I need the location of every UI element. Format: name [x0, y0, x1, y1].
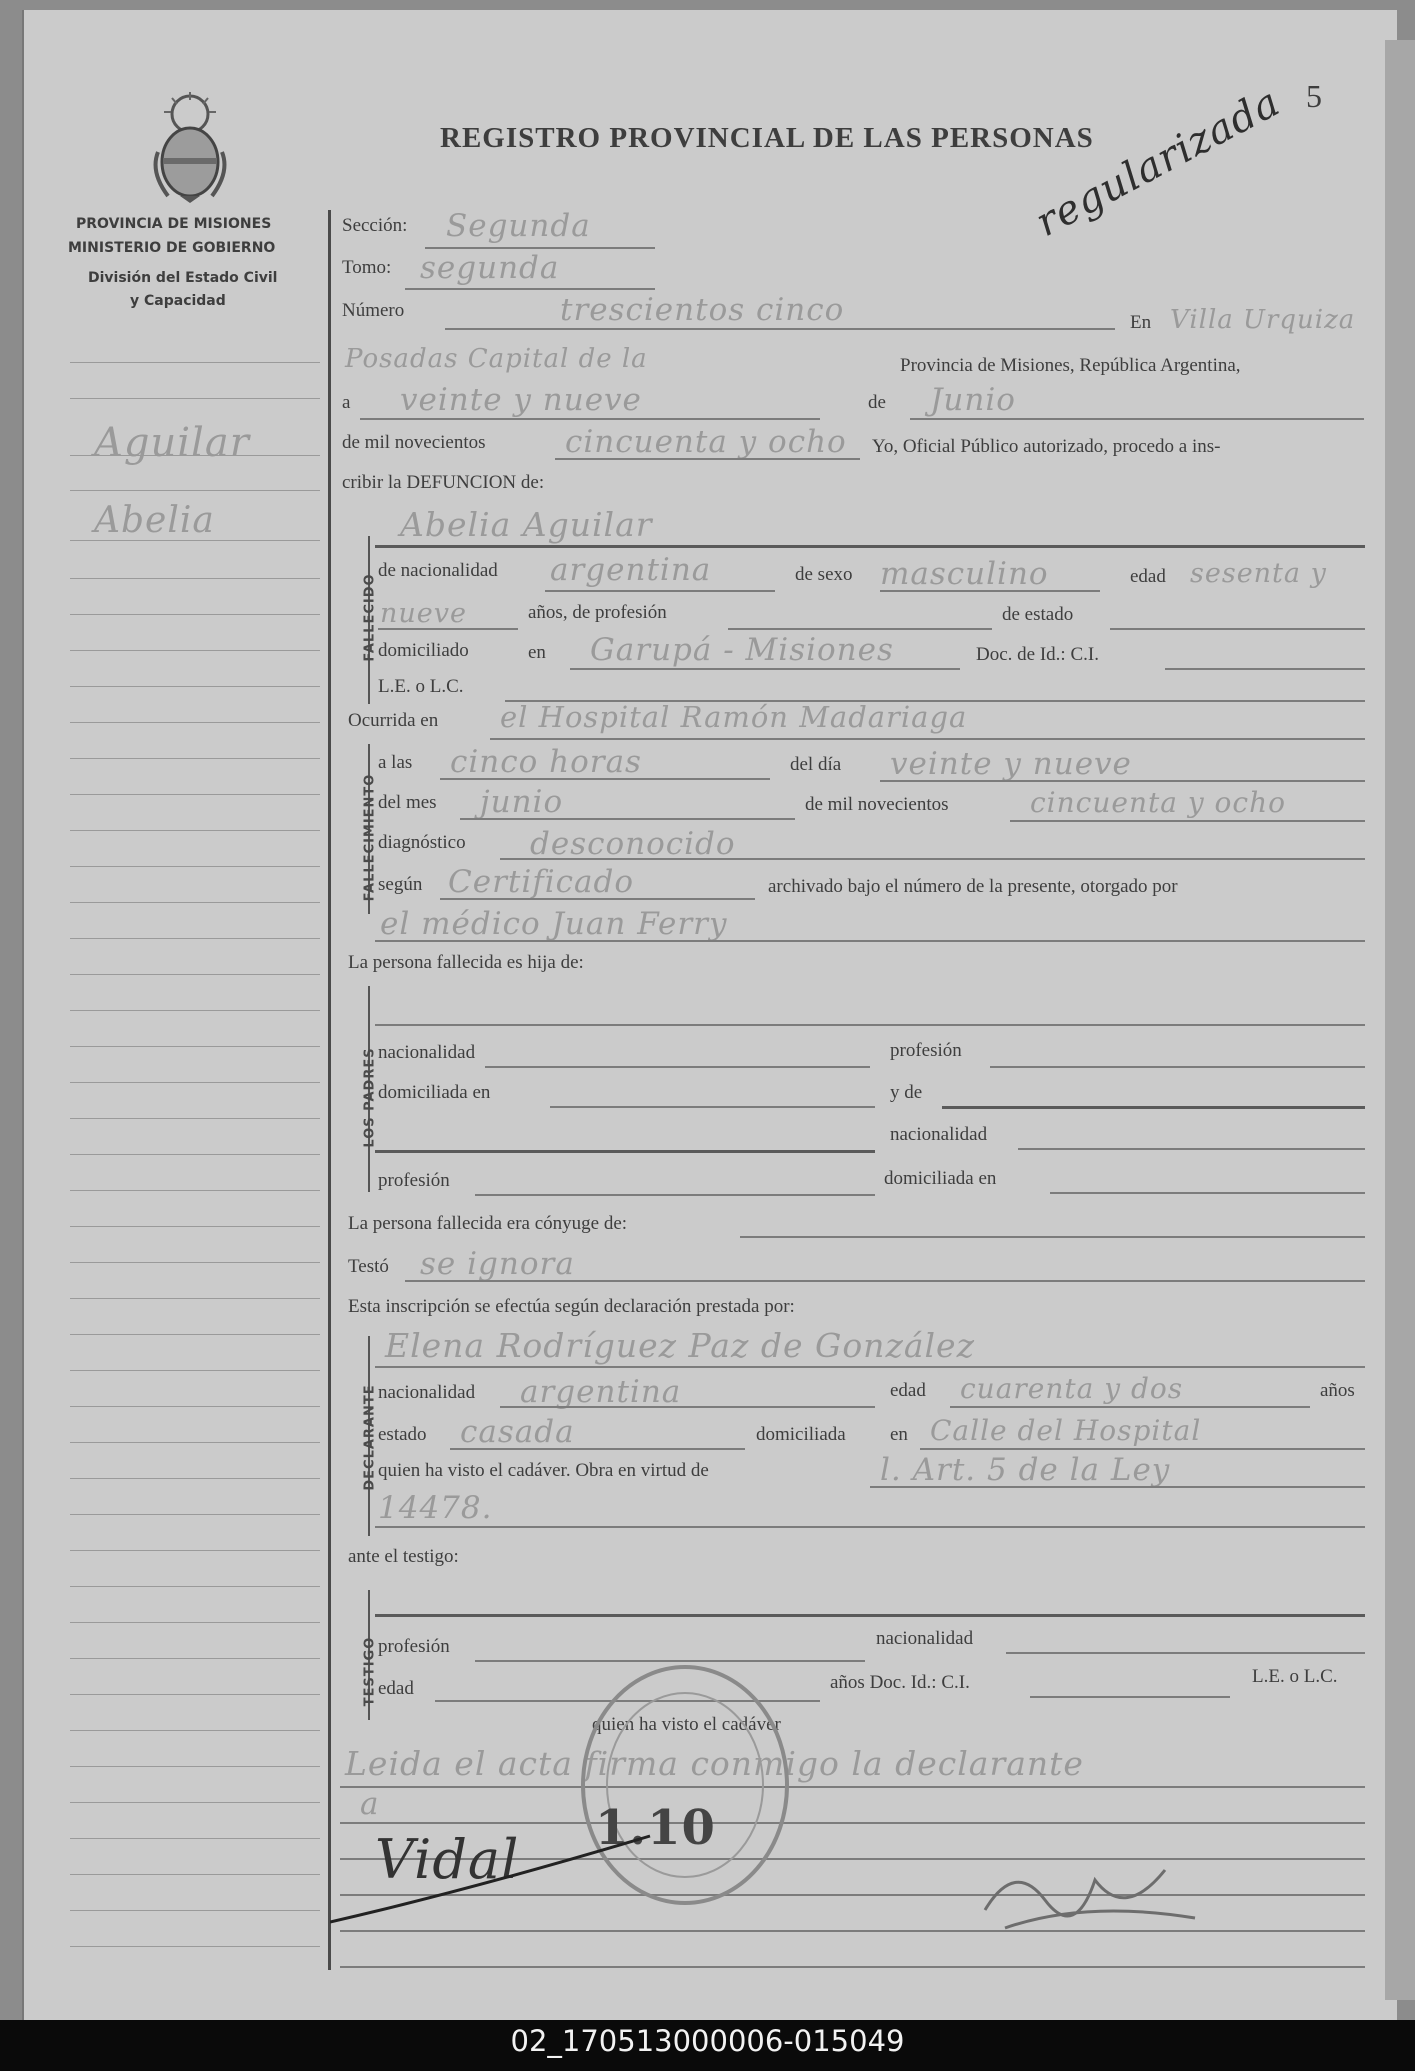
edad-label: edad — [1130, 566, 1166, 587]
margin-rule — [70, 490, 320, 491]
margin-rule — [70, 830, 320, 831]
margin-rule — [70, 1010, 320, 1011]
a-las-label: a las — [378, 752, 413, 773]
edad-value-2: nueve — [380, 598, 467, 629]
margin-rule — [70, 1190, 320, 1191]
mil-novecientos-label: de mil novecientos — [342, 432, 486, 453]
declarante-en-label: en — [890, 1424, 908, 1445]
hora-value: cinco horas — [450, 744, 642, 780]
margin-rule — [70, 1370, 320, 1371]
declarante-estado-label: estado — [378, 1424, 427, 1445]
padres-nacionalidad-label: nacionalidad — [378, 1042, 476, 1063]
anio-value: cincuenta y ocho — [565, 424, 847, 460]
field-line — [378, 628, 518, 630]
cadaver-virtud-label: quien ha visto el cadáver. Obra en virtud de — [378, 1460, 709, 1481]
field-line — [990, 1066, 1365, 1068]
field-line — [920, 1448, 1365, 1450]
margin-rule — [70, 1658, 320, 1659]
testigo-cadaver-label: quien ha visto el cadáver — [592, 1714, 781, 1735]
margin-rule — [70, 938, 320, 939]
field-line — [570, 668, 960, 670]
domiciliado-label: domiciliado — [378, 640, 469, 661]
field-line — [1030, 1696, 1230, 1698]
testigo-le-label: L.E. o L.C. — [1252, 1666, 1338, 1687]
field-line — [550, 1106, 875, 1108]
margin-rule — [70, 1298, 320, 1299]
field-line — [340, 1786, 1365, 1788]
virtud-value: l. Art. 5 de la Ley — [880, 1452, 1171, 1488]
field-line — [340, 1966, 1365, 1968]
field-line — [375, 1366, 1365, 1368]
field-line — [460, 818, 795, 820]
padres-domiciliada-label: domiciliada en — [378, 1082, 491, 1103]
margin-rule — [70, 362, 320, 363]
tomo-label: Tomo: — [342, 257, 392, 278]
fallecimiento-dia-value: veinte y nueve — [890, 746, 1132, 782]
margin-divider — [328, 210, 331, 1970]
footer-id: 02_170513000006-015049 — [510, 2024, 905, 2058]
declarante-nombre: Elena Rodríguez Paz de González — [385, 1326, 975, 1365]
margin-rule — [70, 902, 320, 903]
padres-domiciliada2-label: domiciliada en — [884, 1168, 997, 1189]
field-line — [740, 1236, 1365, 1238]
field-line — [440, 778, 770, 780]
tomo-value: segunda — [420, 250, 560, 286]
margin-rule — [70, 614, 320, 615]
margin-rule — [70, 1766, 320, 1767]
padres-nacionalidad2-label: nacionalidad — [890, 1124, 988, 1145]
field-line — [445, 328, 1115, 330]
fallecido-nombre: Abelia Aguilar — [400, 505, 653, 544]
margin-rule — [70, 1514, 320, 1515]
margin-rule — [70, 1730, 320, 1731]
margin-rule — [70, 1334, 320, 1335]
testigo-edad-label: edad — [378, 1678, 414, 1699]
margin-rule — [70, 1838, 320, 1839]
segun-value: Certificado — [448, 864, 634, 900]
stamp-value: 1.10 — [595, 1800, 716, 1856]
fallecimiento-mil-label: de mil novecientos — [805, 794, 949, 815]
margin-rule — [70, 1802, 320, 1803]
oficial-text: Yo, Oficial Público autorizado, procedo a ins- — [872, 436, 1221, 457]
signature-left: Vidal — [375, 1828, 520, 1891]
field-line — [500, 1406, 875, 1408]
diagnostico-value: desconocido — [530, 826, 736, 862]
margin-rule — [70, 1442, 320, 1443]
declarante-edad-value: cuarenta y dos — [960, 1372, 1184, 1405]
page-number: 5 — [1306, 78, 1322, 114]
anios-profesion-label: años, de profesión — [528, 602, 667, 623]
provincia-text: Provincia de Misiones, República Argentina, — [900, 355, 1241, 376]
margin-rule — [70, 974, 320, 975]
field-line — [440, 898, 755, 900]
testigo-anios-doc-label: años Doc. Id.: C.I. — [830, 1672, 970, 1693]
coat-of-arms-icon — [150, 92, 230, 204]
margin-rule — [70, 1118, 320, 1119]
field-line — [950, 1406, 1310, 1408]
field-line — [475, 1194, 875, 1196]
regularizada-stamp: regularizada — [1028, 79, 1288, 246]
padres-profesion-label: profesión — [890, 1040, 962, 1061]
field-line — [360, 418, 820, 420]
margin-rule — [70, 1694, 320, 1695]
ocurrida-value: el Hospital Ramón Madariaga — [500, 700, 968, 734]
del-dia-label: del día — [790, 754, 842, 775]
margin-rule — [70, 1622, 320, 1623]
margin-surname: Aguilar — [94, 420, 250, 466]
archivado-text: archivado bajo el número de la presente, otorgado por — [768, 876, 1178, 897]
numero-label: Número — [342, 300, 405, 321]
domiciliado-en-label: en — [528, 642, 546, 663]
margin-rule — [70, 650, 320, 651]
inscribir-text: cribir la DEFUNCION de: — [342, 472, 545, 493]
estado-label: de estado — [1002, 604, 1074, 625]
sexo-value: masculino — [880, 556, 1049, 592]
header-division: División del Estado Civil — [88, 270, 278, 286]
field-line — [870, 1486, 1365, 1488]
inscripcion-text: Esta inscripción se efectúa según declaración prestada por: — [348, 1296, 795, 1317]
margin-rule — [70, 686, 320, 687]
margin-given-name: Abelia — [94, 500, 215, 541]
en-label: En — [1130, 312, 1152, 333]
location-value: Posadas Capital de la — [345, 344, 648, 374]
field-line — [1050, 1192, 1365, 1194]
mes-value: Junio — [930, 382, 1016, 418]
seccion-label: Sección: — [342, 215, 408, 236]
closing-note-2: a — [360, 1786, 380, 1822]
fallecimiento-anio-value: cincuenta y ocho — [1030, 786, 1286, 819]
field-line — [375, 1614, 1365, 1617]
testigo-profesion-label: profesión — [378, 1636, 450, 1657]
margin-rule — [70, 1046, 320, 1047]
segun-label: según — [378, 874, 423, 895]
field-line — [910, 418, 1364, 420]
hija-de-text: La persona fallecida es hija de: — [348, 952, 584, 973]
margin-rule — [70, 1874, 320, 1875]
field-line — [425, 247, 655, 249]
field-line — [485, 1066, 870, 1068]
declarante-domiciliada-label: domiciliada — [756, 1424, 846, 1445]
margin-rule — [70, 866, 320, 867]
margin-rule — [70, 758, 320, 759]
sexo-label: de sexo — [795, 564, 853, 585]
del-mes-label: del mes — [378, 792, 437, 813]
y-de-label: y de — [890, 1082, 923, 1103]
testo-value: se ignora — [420, 1246, 575, 1282]
margin-rule — [70, 1082, 320, 1083]
fallecido-side-label: FALLECIDO — [362, 573, 378, 662]
field-line — [450, 1448, 745, 1450]
le-label: L.E. o L.C. — [378, 676, 464, 697]
declarante-edad-label: edad — [890, 1380, 926, 1401]
a-label: a — [342, 392, 351, 413]
declarante-domicilio-value: Calle del Hospital — [930, 1414, 1202, 1447]
field-line — [1006, 1652, 1365, 1654]
testigo-nacionalidad-label: nacionalidad — [876, 1628, 974, 1649]
document-title: REGISTRO PROVINCIAL DE LAS PERSONAS — [440, 122, 1094, 154]
field-line — [880, 780, 1365, 782]
testigo-intro: ante el testigo: — [348, 1546, 459, 1567]
margin-rule — [70, 794, 320, 795]
ocurrida-label: Ocurrida en — [348, 710, 439, 731]
field-line — [555, 458, 860, 460]
ley-value: 14478. — [378, 1490, 493, 1526]
fallecido-nacionalidad-label: de nacionalidad — [378, 560, 498, 581]
field-line — [880, 590, 1100, 592]
margin-rule — [70, 1946, 320, 1947]
field-line — [490, 738, 1365, 740]
header-ministry: MINISTERIO DE GOBIERNO — [68, 240, 276, 256]
field-line — [1110, 628, 1365, 630]
field-line — [1018, 1148, 1365, 1150]
conyuge-label: La persona fallecida era cónyuge de: — [348, 1213, 628, 1234]
field-line — [405, 1280, 1365, 1282]
field-line — [375, 545, 1365, 548]
doc-label: Doc. de Id.: C.I. — [976, 644, 1099, 665]
margin-rule — [70, 1406, 320, 1407]
padres-profesion2-label: profesión — [378, 1170, 450, 1191]
fallecimiento-mes-value: junio — [480, 784, 564, 820]
margin-rule — [70, 398, 320, 399]
margin-rule — [70, 1478, 320, 1479]
field-line — [500, 858, 1365, 860]
testo-label: Testó — [348, 1256, 389, 1277]
declarante-nacionalidad-value: argentina — [520, 1374, 682, 1410]
declarante-anios-label: años — [1320, 1380, 1355, 1401]
diagnostico-label: diagnóstico — [378, 832, 466, 853]
signature-stroke-icon — [330, 1830, 660, 1930]
seccion-value: Segunda — [446, 208, 591, 244]
declarante-estado-value: casada — [460, 1414, 575, 1450]
margin-rule — [70, 1154, 320, 1155]
margin-rule — [70, 1226, 320, 1227]
header-capacidad: y Capacidad — [130, 293, 226, 309]
field-line — [405, 288, 655, 290]
field-line — [942, 1106, 1365, 1109]
field-line — [375, 940, 1365, 942]
en-value: Villa Urquiza — [1170, 305, 1356, 335]
margin-rule — [70, 578, 320, 579]
de-label: de — [868, 392, 886, 413]
margin-rule — [70, 1586, 320, 1587]
fallecido-nacionalidad-value: argentina — [550, 552, 712, 588]
page-edge — [1385, 40, 1415, 2000]
header-province: PROVINCIA DE MISIONES — [76, 216, 272, 232]
field-line — [375, 1526, 1365, 1528]
margin-rule — [70, 1910, 320, 1911]
margin-rule — [70, 1262, 320, 1263]
padres-side-label: LOS PADRES — [362, 1047, 378, 1148]
declarante-side-label: DECLARANTE — [362, 1384, 378, 1491]
fallecimiento-side-label: FALLECIMIENTO — [362, 773, 378, 902]
field-line — [728, 628, 992, 630]
field-line — [375, 1024, 1365, 1026]
field-line — [545, 590, 775, 592]
field-line — [1165, 668, 1365, 670]
declarante-nacionalidad-label: nacionalidad — [378, 1382, 476, 1403]
edad-value: sesenta y — [1190, 558, 1327, 589]
closing-note: Leida el acta firma conmigo la declarante — [345, 1744, 1084, 1783]
numero-value: trescientos cinco — [560, 292, 845, 328]
field-line — [375, 1150, 875, 1153]
testigo-side-label: TESTIGO — [362, 1636, 378, 1707]
field-line — [340, 1822, 1365, 1824]
margin-rule — [70, 1550, 320, 1551]
field-line — [1010, 820, 1365, 822]
domicilio-value: Garupá - Misiones — [590, 632, 894, 668]
dia-value: veinte y nueve — [400, 382, 642, 418]
margin-rule — [70, 722, 320, 723]
medico-value: el médico Juan Ferry — [380, 906, 728, 942]
signature-right-icon — [975, 1840, 1215, 1940]
